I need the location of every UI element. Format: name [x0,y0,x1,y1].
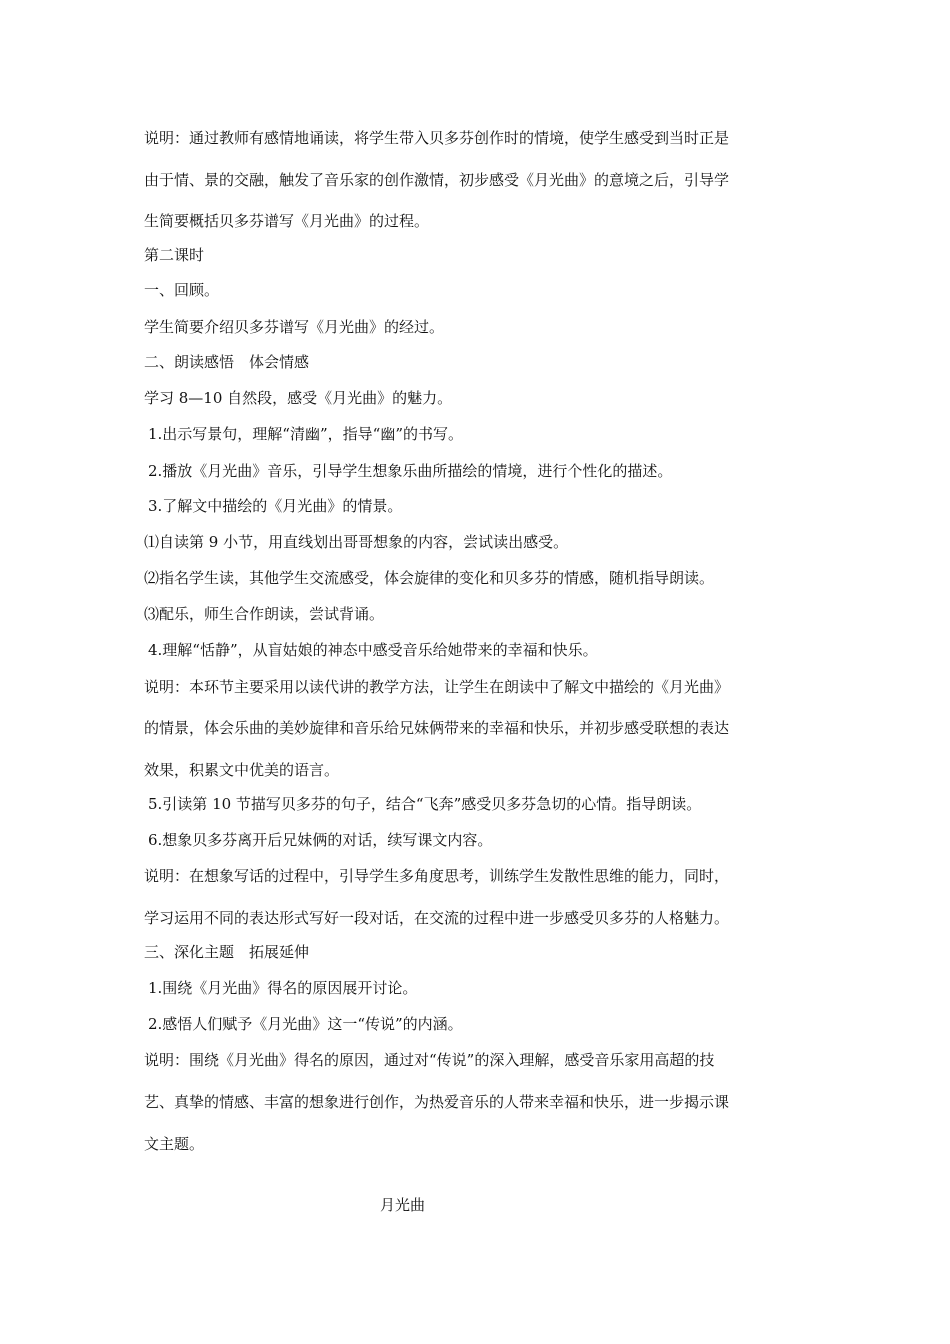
list-item: 3.了解文中描绘的《月光曲》的情景。 [148,497,403,515]
paragraph: 学生简要介绍贝多芬谱写《月光曲》的经过。 [144,318,445,336]
note-2-line-3: 效果，积累文中优美的语言。 [144,761,340,779]
list-item: 1.围绕《月光曲》得名的原因展开讨论。 [148,979,418,997]
section-1-heading: 一、回顾。 [144,281,220,299]
section-2-heading: 二、朗读感悟 体会情感 [144,353,310,371]
sub-item: ⑴自读第 9 小节，用直线划出哥哥想象的内容，尝试读出感受。 [144,533,569,551]
note-3-line-1: 说明：在想象写话的过程中，引导学生多角度思考，训练学生发散性思维的能力，同时， [144,867,730,885]
board-title: 月光曲 [380,1196,426,1214]
sub-item: ⑵指名学生读，其他学生交流感受，体会旋律的变化和贝多芬的情感，随机指导朗读。 [144,569,715,587]
list-item: 1.出示写景句，理解“清幽”，指导“幽”的书写。 [148,425,463,443]
list-item: 2.感悟人们赋予《月光曲》这一“传说”的内涵。 [148,1015,463,1033]
note-2-line-2: 的情景，体会乐曲的美妙旋律和音乐给兄妹俩带来的幸福和快乐，并初步感受联想的表达 [144,719,730,737]
paragraph: 学习 8—10 自然段，感受《月光曲》的魅力。 [144,389,453,407]
note-4-line-2: 艺、真挚的情感、丰富的想象进行创作，为热爱音乐的人带来幸福和快乐，进一步揭示课 [144,1093,730,1111]
list-item: 4.理解“恬静”，从盲姑娘的神态中感受音乐给她带来的幸福和快乐。 [148,641,598,659]
list-item: 6.想象贝多芬离开后兄妹俩的对话，续写课文内容。 [148,831,493,849]
note-1-line-2: 由于情、景的交融，触发了音乐家的创作激情，初步感受《月光曲》的意境之后，引导学 [144,171,730,189]
note-1-line-3: 生简要概括贝多芬谱写《月光曲》的过程。 [144,212,430,230]
note-1-line-1: 说明：通过教师有感情地诵读，将学生带入贝多芬创作时的情境，使学生感受到当时正是 [144,129,730,147]
list-item: 5.引读第 10 节描写贝多芬的句子，结合“飞奔”感受贝多芬急切的心情。指导朗读。 [148,795,702,813]
note-3-line-2: 学习运用不同的表达形式写好一段对话，在交流的过程中进一步感受贝多芬的人格魅力。 [144,909,730,927]
lesson-heading: 第二课时 [144,246,205,264]
note-2-line-1: 说明：本环节主要采用以读代讲的教学方法，让学生在朗读中了解文中描绘的《月光曲》 [144,678,730,696]
note-4-line-1: 说明：围绕《月光曲》得名的原因，通过对“传说”的深入理解，感受音乐家用高超的技 [144,1051,715,1069]
list-item: 2.播放《月光曲》音乐，引导学生想象乐曲所描绘的情境，进行个性化的描述。 [148,462,673,480]
section-3-heading: 三、深化主题 拓展延伸 [144,943,310,961]
sub-item: ⑶配乐，师生合作朗读，尝试背诵。 [144,605,385,623]
note-4-line-3: 文主题。 [144,1135,205,1153]
